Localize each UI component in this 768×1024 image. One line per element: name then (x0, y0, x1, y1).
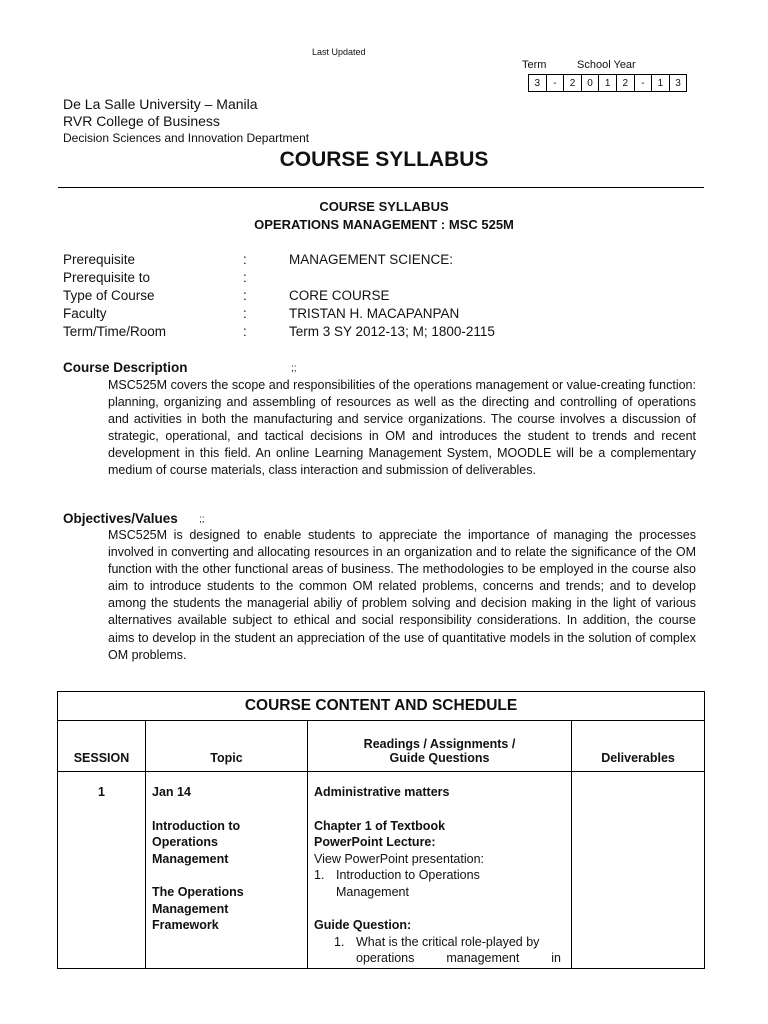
term-box: 2 (564, 74, 582, 92)
topic-line: Management (152, 851, 229, 866)
college-name: RVR College of Business (63, 113, 220, 129)
info-colon: : (243, 288, 247, 303)
deliverables-header: Deliverables (572, 721, 705, 772)
objectives-text: MSC525M is designed to enable students to appreciate the importance of managing the processes involved in converting and allocating resources in an organization and to relate the significance of the OM function with the other functional areas of business. The methodologies to be employed in the course also aim to introduce students to the common OM related problems, concerns and trends; and to develop among the students the managerial abiliy of problem solving and decision making in the light of various alternatives available subject to ethical and social responsibility considerations. In addition, the course aims to develop in the student an appreciation of the use of quantitative models in the solution of complex OM problems. (108, 528, 696, 662)
schedule-caption: COURSE CONTENT AND SCHEDULE (58, 692, 705, 721)
info-value: MANAGEMENT SCIENCE: (289, 252, 454, 267)
ppt-heading: PowerPoint Lecture: (314, 835, 436, 849)
list-text-continued: Management (336, 884, 409, 899)
list-text: What is the critical role-played by (356, 934, 540, 949)
term-school-year-boxes (528, 74, 687, 92)
session-header: SESSION (58, 721, 146, 772)
info-label: Term/Time/Room (63, 324, 167, 339)
topic-line: Introduction to (152, 818, 241, 833)
info-label: Faculty (63, 306, 107, 321)
admin-matters: Administrative matters (314, 785, 450, 799)
info-row-faculty (63, 306, 623, 324)
info-row-prerequisite-to (63, 270, 623, 288)
ppt-view-text: View PowerPoint presentation: (314, 851, 485, 866)
info-colon: : (243, 324, 247, 339)
topic-header: Topic (146, 721, 308, 772)
readings-header-line: Readings / Assignments / (363, 737, 516, 751)
session-date: Jan 14 (152, 785, 191, 799)
department-name: Decision Sciences and Innovation Department (63, 131, 310, 145)
ppt-list-item (314, 867, 565, 884)
chapter-reference: Chapter 1 of Textbook (314, 818, 446, 833)
course-description-text: MSC525M covers the scope and responsibilities of the operations management or value-creating function: planning, organizing and assembling of resources as well as the directing and controlling of operations and activities in both the manufacturing and service organizations. The course involves a discussion of strategic, operational, and tactical decisions in OM and introduces the student to trends and recent development in this field. An online Learning Management System, MOODLE will be a complementary medium of course materials, class interaction and submission of deliverables. (108, 378, 696, 478)
term-box: 1 (599, 74, 617, 92)
topic-line: Management (152, 901, 229, 916)
topic-line: Framework (152, 918, 219, 932)
guide-list-item (314, 934, 565, 951)
list-text-continued: operations management in (356, 951, 561, 965)
info-row-term-time-room (63, 324, 623, 342)
list-number: 1. (334, 934, 345, 949)
table-row (58, 772, 705, 969)
term-box: 0 (582, 74, 600, 92)
guide-question-heading: Guide Question: (314, 918, 412, 932)
topic-cell (146, 772, 308, 969)
info-row-type-of-course (63, 288, 623, 306)
term-box: 3 (529, 74, 547, 92)
term-label: Term (522, 59, 547, 71)
readings-header (308, 721, 572, 772)
term-box: 1 (652, 74, 670, 92)
session-number (58, 772, 146, 969)
info-label: Type of Course (63, 288, 155, 303)
term-box: - (635, 74, 653, 92)
info-colon: : (243, 306, 247, 321)
objectives-marker: ;; (199, 514, 205, 525)
page-title: COURSE SYLLABUS (279, 148, 489, 171)
term-box: 2 (617, 74, 635, 92)
course-description-heading: Course Description (63, 360, 188, 375)
session-number-text: 1 (98, 785, 105, 799)
school-year-label: School Year (577, 59, 636, 71)
title-divider (58, 187, 704, 188)
readings-header-line: Guide Questions (389, 751, 490, 765)
readings-cell (308, 772, 572, 969)
objectives-heading: Objectives/Values (63, 511, 178, 526)
info-row-prerequisite (63, 252, 623, 270)
course-name: OPERATIONS MANAGEMENT : MSC 525M (254, 217, 514, 232)
term-box: 3 (670, 74, 688, 92)
info-colon: : (243, 252, 247, 267)
course-description-marker: ;; (291, 363, 297, 374)
course-schedule-table (57, 691, 705, 969)
info-value: Term 3 SY 2012-13; M; 1800-2115 (289, 324, 495, 339)
course-subtitle: COURSE SYLLABUS (319, 199, 449, 214)
last-updated-label: Last Updated (312, 47, 366, 57)
term-box: - (547, 74, 565, 92)
info-value: CORE COURSE (289, 288, 390, 303)
info-label: Prerequisite (63, 252, 136, 267)
university-name: De La Salle University – Manila (63, 96, 258, 112)
list-text: Introduction to Operations (336, 868, 480, 882)
deliverables-cell (572, 772, 705, 969)
info-value: TRISTAN H. MACAPANPAN (289, 306, 460, 321)
list-number: 1. (314, 868, 325, 882)
topic-line: The Operations (152, 885, 244, 899)
info-label: Prerequisite to (63, 270, 151, 285)
info-colon: : (243, 270, 247, 285)
topic-line: Operations (152, 835, 218, 849)
